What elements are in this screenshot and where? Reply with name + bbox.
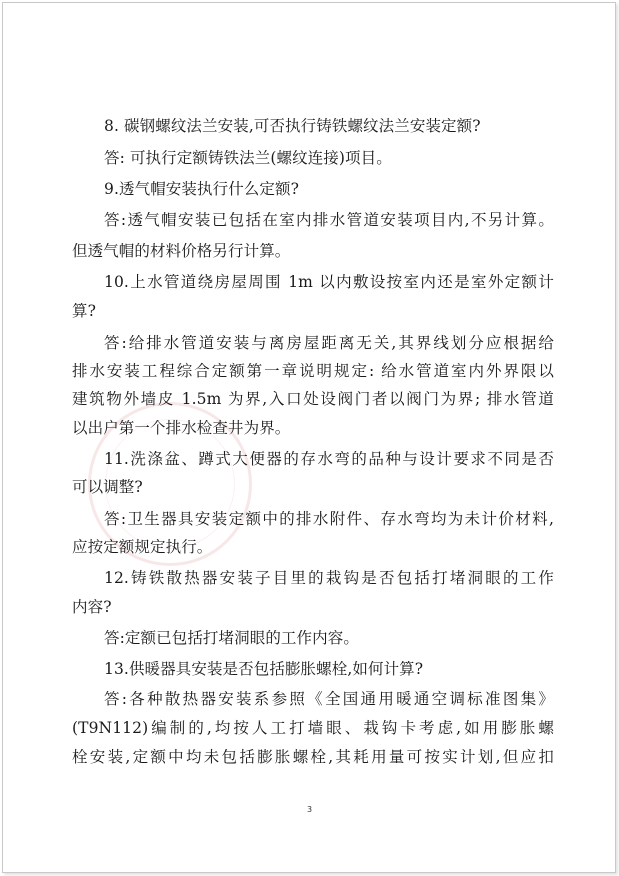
answer-13-line-3: 栓安装,定额中均未包括膨胀螺栓,其耗用量可按实计划,但应扣 [72, 748, 554, 766]
answer-11-line-2: 应按定额规定执行。 [72, 538, 213, 556]
answer-10-line-3: 建筑物外墙皮 1.5m 为界,入口处设阀门者以阀门为界; 排水管道 [72, 390, 554, 408]
question-11-line-2: 可以调整? [72, 478, 143, 496]
answer-10-line-1: 答:给排水管道安装与离房屋距离无关,其界线划分应根据给 [104, 334, 554, 352]
question-11-line-1: 11.洗涤盆、蹲式大便器的存水弯的品种与设计要求不同是否 [104, 450, 554, 468]
question-12-line-2: 内容? [72, 598, 112, 616]
answer-13-line-1: 答:各种散热器安装系参照《全国通用暖通空调标准图集》 [104, 690, 554, 708]
question-10-line-1: 10.上水管道绕房屋周围 1m 以内敷设按室内还是室外定额计 [104, 273, 554, 291]
answer-10-line-4: 以出户第一个排水检查井为界。 [72, 419, 291, 437]
question-9: 9.透气帽安装执行什么定额? [104, 180, 299, 198]
answer-9-line-1: 答:透气帽安装已包括在室内排水管道安装项目内,不另计算。 [104, 211, 554, 229]
answer-10-line-2: 排水安装工程综合定额第一章说明规定: 给水管道室内外界限以 [72, 362, 554, 380]
answer-9-line-2: 但透气帽的材料价格另行计算。 [72, 242, 291, 260]
answer-13-line-2: (T9N112)编制的,均按人工打墙眼、栽钩卡考虑,如用膨胀螺 [72, 719, 554, 737]
question-8: 8. 碳钢螺纹法兰安装,可否执行铸铁螺纹法兰安装定额? [104, 117, 481, 135]
question-10-line-2: 算? [72, 302, 97, 320]
answer-11-line-1: 答:卫生器具安装定额中的排水附件、存水弯均为未计价材料, [104, 510, 554, 528]
answer-8: 答: 可执行定额铸铁法兰(螺纹连接)项目。 [104, 149, 392, 167]
question-12-line-1: 12.铸铁散热器安装子目里的栽钩是否包括打堵洞眼的工作 [104, 569, 554, 587]
question-13: 13.供暖器具安装是否包括膨胀螺栓,如何计算? [104, 660, 424, 678]
answer-12: 答:定额已包括打堵洞眼的工作内容。 [104, 629, 359, 647]
page-number: 3 [306, 805, 313, 814]
